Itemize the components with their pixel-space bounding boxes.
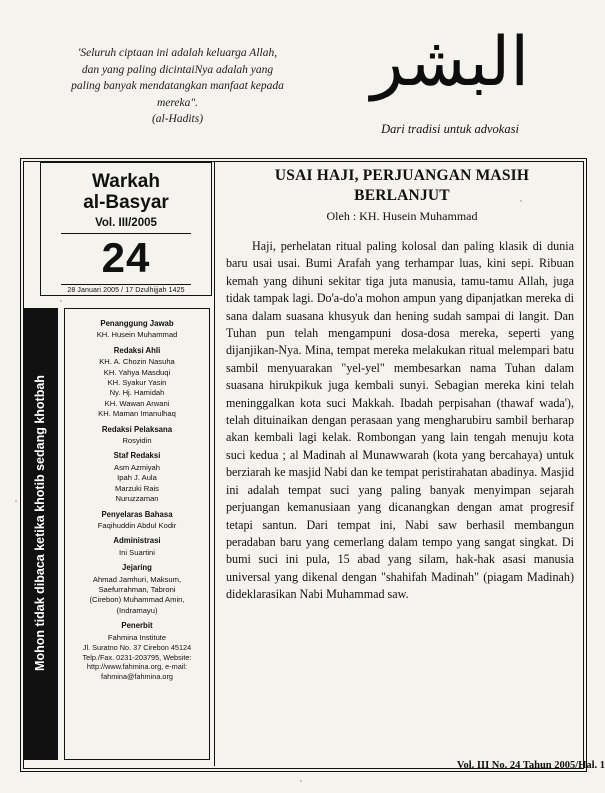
issue-dates: 28 Januari 2005 / 17 Dzulhijjah 1425: [67, 287, 185, 294]
column-divider: [214, 162, 215, 766]
staff-name: (Indramayu): [116, 605, 158, 615]
nameplate-line2: al-Basyar: [83, 192, 169, 213]
nameplate: [40, 162, 212, 296]
issue-number: 24: [101, 234, 151, 281]
staff-heading: Staf Redaksi: [113, 451, 161, 461]
epigraph: [70, 45, 285, 128]
scan-speck: [300, 780, 302, 782]
staff-box: [64, 308, 210, 760]
article-column: [226, 166, 578, 764]
staff-name: KH. A. Chozin Nasuha: [99, 357, 175, 367]
staff-heading: Penerbit: [121, 621, 153, 631]
staff-name: Asm Azmiyah: [114, 462, 160, 472]
staff-name: Ahmad Jamhuri, Maksum,: [92, 574, 182, 584]
masthead: [0, 0, 605, 155]
nameplate-volume: Vol. III/2005: [95, 217, 157, 229]
staff-heading: Administrasi: [113, 536, 161, 546]
staff-name: Fahmina Institute: [107, 632, 167, 642]
masthead-arabic-logo: البشر: [370, 23, 530, 102]
staff-name: KH. Husein Muhammad: [96, 330, 178, 340]
staff-name: Nuruzzaman: [115, 494, 159, 504]
epigraph-source: (al-Hadits): [151, 113, 204, 125]
article-body: [226, 238, 578, 604]
nameplate-divider-2: [61, 284, 191, 285]
page-footer: Vol. III No. 24 Tahun 2005/Hal. 1: [456, 760, 605, 771]
article-byline: Oleh : KH. Husein Muhammad: [326, 209, 478, 223]
staff-name: Saefurrahman, Tabroni: [98, 584, 176, 594]
staff-name: Faqihuddin Abdul Kodir: [97, 520, 177, 530]
epigraph-text: 'Seluruh ciptaan ini adalah keluarga Allah, dan yang paling dicintaiNya adalah yang paling banyak mendatangkan manfaat kepada mereka".: [71, 47, 284, 109]
staff-name: Rosyidin: [122, 436, 152, 446]
staff-name: Marzuki Rais: [115, 483, 159, 493]
staff-section: [65, 536, 209, 558]
article-paragraph: Haji, perhelatan ritual paling kolosal dan paling klasik di dunia baru usai usai. Bumi Arafah yang terhampar luas, kini sepi. Ribuan kemah yang dihuni sekitar tiga juta manusia, tamu-tamu Allah, juga tidak tampak lagi. Do'a-do'a mohon ampun yang dipanjatkan mereka di sana dalam suasana khusyuk dan hening sudah sampai di langit. Dan Tuhan pun telah mengampuni dosa-dosa mereka, seperti yang dijanjikan-Nya. Mina, tempat mereka melakukan ritual melempari batu sambil menyuarakan "yel-yel" membesarkan nama Tuhan dalam suasana hirukpikuk juga kembali sunyi. Sebagian mereka kini telah meninggalkan kota suci Makkah. Ibadah perpisahan (thawaf wada'), telah dituinaikan dengan perasaan yang mengharubiru sambil berharap akan kembali lagi kelak. Rombongan yang lain tengah menuju kota suci kedua ; al Madinah al Munawwarah (kota yang bercahaya) untuk berziarah ke masjid Nabi dan ke tempat peristirahatan abadinya. Masjid ini adalah tempat suci yang paling banyak menyimpan sejarah perjuangan kemanusiaan yang dicanangkan dengan amat progresif tetapi santun. Dari tempat ini, Nabi saw berhasil membangun peradaban baru yang cemerlang dalam tempo yang sangat singkat. Di bumi suci ini pula, 15 abad yang silam, hak-hak asasi manusia universal yang dikenal dengan "shahifah Madinah" (piagam Madinah) dideklarasikan Nabi Muhammad saw.: [226, 239, 574, 602]
scan-speck: [15, 500, 17, 502]
staff-section: [65, 425, 209, 447]
staff-section: [65, 510, 209, 532]
staff-section: [65, 451, 209, 504]
staff-name: (Cirebon) Muhammad Amin,: [89, 595, 185, 605]
staff-name: Ipah J. Aula: [117, 473, 157, 483]
staff-heading: Penanggung Jawab: [100, 319, 174, 328]
staff-section: [65, 621, 209, 643]
scan-speck: [520, 200, 522, 202]
staff-name: KH. Maman Imanulhaq: [98, 409, 176, 419]
masthead-tagline: Dari tradisi untuk advokasi: [381, 122, 519, 136]
staff-name: KH. Syakur Yasin: [107, 378, 167, 388]
left-column: [24, 162, 212, 766]
staff-heading: Redaksi Pelaksana: [101, 424, 173, 434]
nameplate-line1: Warkah: [92, 171, 160, 192]
scan-speck: [60, 300, 62, 302]
staff-heading: Jejaring: [122, 563, 152, 573]
staff-name: Ini Suartini: [119, 547, 155, 557]
staff-section: [65, 563, 209, 616]
staff-section: [65, 346, 209, 420]
staff-heading: Redaksi Ahli: [113, 345, 161, 355]
staff-section: [65, 319, 209, 341]
publisher-address: Jl. Suratno No. 37 Cirebon 45124 Telp./Fax. 0231-203795, Website: http://www.fahmina.org, e-mail: fahmina@fahmina.org: [82, 642, 192, 681]
staff-heading: Penyelaras Bahasa: [101, 509, 173, 519]
staff-name: KH. Yahya Masduqi: [103, 367, 171, 377]
staff-name: KH. Wawan Arwani: [104, 398, 170, 408]
vertical-slogan-bar: [24, 308, 58, 760]
article-headline: USAI HAJI, PERJUANGAN MASIH BERLANJUT: [274, 167, 530, 204]
vertical-slogan-text: Mohon tidak dibaca ketika khotib sedang khotbah: [33, 375, 47, 671]
staff-name: Ny. Hj. Hamidah: [109, 388, 165, 398]
